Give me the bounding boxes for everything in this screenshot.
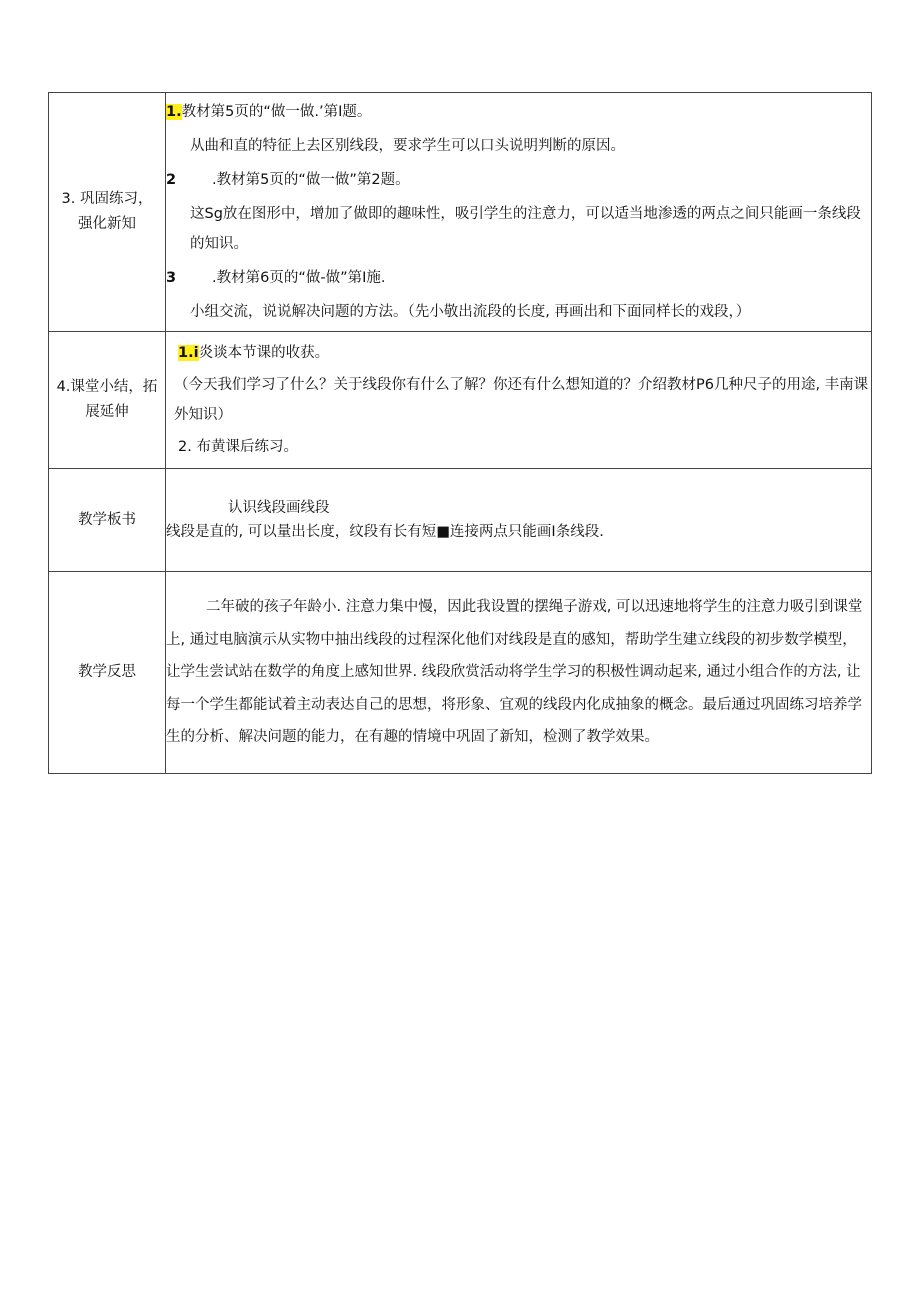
list-item bbox=[166, 163, 871, 197]
list-item: 从曲和直的特征上去区别线段，要求学生可以口头说明判断的原因。 bbox=[190, 138, 625, 154]
list-item bbox=[166, 336, 871, 370]
item-text: .教材第5页的“做一做”第2题。 bbox=[212, 172, 410, 188]
item-number: 2 bbox=[166, 172, 177, 188]
list-item: 小组交流，说说解决问题的方法。（先小敬出流段的长度, 再画出和下面同样长的戏段，） bbox=[190, 304, 751, 320]
item-text: 教材第5页的“做一做.’第I题。 bbox=[181, 104, 372, 120]
board-body: 线段是直的, 可以量出长度，纹段有长有短■连接两点只能画I条线段. bbox=[166, 524, 604, 540]
list-item bbox=[166, 95, 871, 129]
section-content bbox=[166, 469, 872, 572]
lesson-plan-table bbox=[48, 92, 872, 774]
reflection-text: 二年破的孩子年龄小. 注意力集中慢，因此我设置的摆绳子游戏, 可以迅速地将学生的注意力吸引到课堂上, 通过电脑演示从实物中抽出线段的过程深化他们对线段是直的感知，帮助学生建立线段的初步数学模型，让学生尝试站在数学的角度上感知世界. 线段欣赏活动将学生学习的积极性调动起来, 通过小组合作的方法, 让每一个学生都能试着主动表达自己的思想，将形象、宜观的线段内化成抽象的概念。最后通过巩固练习培养学生的分析、解决问题的能力，在有趣的情境中巩固了新知，检测了教学效果。 bbox=[166, 599, 863, 746]
section-content bbox=[166, 332, 872, 469]
section-label-line: 强化新知 bbox=[78, 216, 136, 232]
item-number: 1.i bbox=[178, 345, 199, 361]
section-content bbox=[166, 572, 872, 774]
list-item: （今天我们学习了什么？关于线段你有什么了解？你还有什么想知道的？介绍教材P6几种尺子的用途, 丰南课外知识） bbox=[174, 377, 869, 423]
section-label bbox=[49, 332, 166, 469]
item-number: 3 bbox=[166, 270, 177, 286]
item-number: 1. bbox=[166, 104, 182, 120]
item-text: .教材第6页的“做-做”第I施. bbox=[212, 270, 386, 286]
section-label bbox=[49, 93, 166, 332]
section-label: 教学板书 bbox=[49, 469, 166, 572]
table-row bbox=[49, 93, 872, 332]
section-label-line: 4.课堂小结，拓 bbox=[56, 379, 158, 395]
list-item: 2. 布黄课后练习。 bbox=[178, 439, 298, 455]
table-row bbox=[49, 572, 872, 774]
section-label: 教学反思 bbox=[49, 572, 166, 774]
section-label-line: 3. 巩固练习， bbox=[61, 191, 153, 207]
section-content bbox=[166, 93, 872, 332]
section-label-line: 展延伸 bbox=[85, 404, 129, 420]
list-item bbox=[166, 261, 871, 295]
table-row bbox=[49, 469, 872, 572]
list-item: 这Sg放在图形中，增加了做即的趣味性，吸引学生的注意力，可以适当地渗透的两点之间只能画一条线段的知识。 bbox=[190, 206, 861, 252]
table-row bbox=[49, 332, 872, 469]
board-title: 认识线段画线段 bbox=[228, 500, 330, 516]
item-text: 炎谈本节课的收获。 bbox=[198, 345, 330, 361]
